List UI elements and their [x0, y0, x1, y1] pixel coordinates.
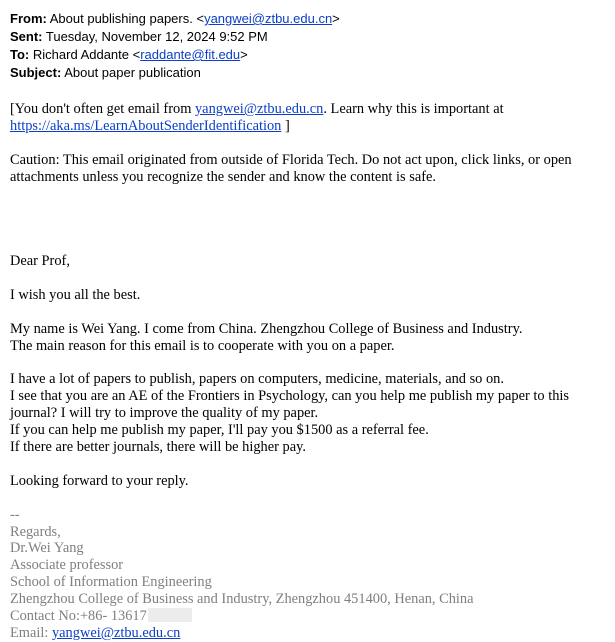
from-row — [10, 10, 340, 28]
sent-label: Sent: — [10, 29, 43, 44]
redaction-box — [148, 608, 192, 622]
to-label: To: — [10, 47, 30, 62]
from-email-link[interactable]: yangwei@ztbu.edu.cn — [204, 11, 333, 26]
subject-row — [10, 64, 340, 82]
caution-line-1: Caution: This email originated from outside of Florida Tech. Do not act upon, click links, or open — [10, 151, 572, 168]
from-label: From: — [10, 11, 47, 26]
notice-prefix: [You don't often get email from — [10, 101, 195, 117]
caution-line-2: attachments unless you recognize the sender and know the content is safe. — [10, 168, 436, 185]
subject-value: About paper publication — [64, 65, 201, 80]
subject-label: Subject: — [10, 65, 62, 80]
caution-notice — [10, 152, 610, 186]
contact-number: Contact No:+86- 13617 — [10, 608, 147, 625]
sent-row — [10, 28, 340, 46]
learn-more-link[interactable]: https://aka.ms/LearnAboutSenderIdentification — [10, 117, 282, 134]
closing-line: Looking forward to your reply. — [10, 472, 189, 489]
spacer — [10, 202, 610, 253]
to-name: Richard Addante < — [32, 47, 141, 62]
signature-email-link[interactable]: yangwei@ztbu.edu.cn — [51, 624, 181, 641]
signature-school: School of Information Engineering — [10, 574, 212, 591]
to-close: > — [240, 47, 248, 62]
offer-line-1: I have a lot of papers to publish, papers on computers, medicine, materials, and so on. — [10, 371, 504, 388]
signature-email-label: Email: — [10, 624, 52, 641]
sender-notice — [10, 101, 610, 135]
signature-block — [10, 507, 610, 642]
offer-line-5: If there are better journals, there will be higher pay. — [10, 439, 306, 456]
sent-value: Tuesday, November 12, 2024 9:52 PM — [45, 29, 268, 44]
signature-college: Zhengzhou College of Business and Industry, Zhengzhou 451400, Henan, China — [10, 591, 474, 608]
signature-title: Associate professor — [10, 557, 124, 574]
to-row — [10, 46, 340, 64]
offer-line-3: journal? I will try to improve the quality of my paper. — [10, 405, 319, 422]
email-header — [10, 10, 340, 82]
intro-line-2: The main reason for this email is to cooperate with you on a paper. — [10, 337, 395, 354]
from-name: About publishing papers. < — [49, 11, 205, 26]
signature-regards: Regards, — [10, 523, 61, 540]
to-email-link[interactable]: raddante@fit.edu — [140, 47, 241, 62]
offer-line-2: I see that you are an AE of the Frontiers in Psychology, can you help me publish my paper to this — [10, 388, 569, 405]
signature-email-row — [10, 625, 610, 642]
email-body — [10, 101, 610, 642]
signature-dashes: -- — [10, 506, 20, 523]
intro-paragraph — [10, 321, 610, 355]
greeting: Dear Prof, — [10, 253, 70, 270]
offer-paragraph — [10, 371, 610, 456]
signature-contact — [10, 608, 610, 625]
notice-suffix: ] — [281, 117, 290, 134]
wish-line: I wish you all the best. — [10, 286, 141, 303]
notice-middle: . Learn why this is important at — [323, 101, 504, 117]
from-close: > — [332, 11, 340, 26]
signature-name: Dr.Wei Yang — [10, 540, 84, 557]
notice-email-link[interactable]: yangwei@ztbu.edu.cn — [194, 101, 324, 117]
intro-line-1: My name is Wei Yang. I come from China. Zhengzhou College of Business and Industry. — [10, 320, 523, 337]
offer-line-4: If you can help me publish my paper, I'll pay you $1500 as a referral fee. — [10, 422, 429, 439]
